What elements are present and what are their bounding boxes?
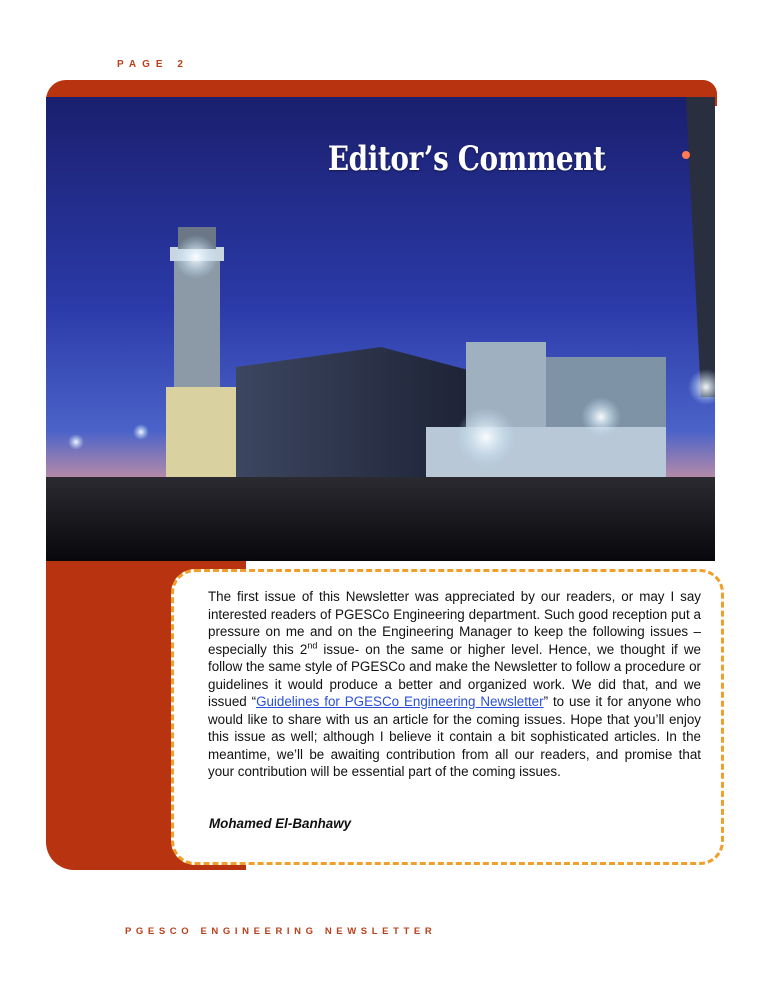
newsletter-footer: PGESCO ENGINEERING NEWSLETTER <box>125 926 437 937</box>
hero-image <box>46 97 715 561</box>
page-title: Editor’s Comment <box>327 139 606 179</box>
page-number-label: PAGE 2 <box>117 59 189 70</box>
comment-text-part3: ” to use it for anyone who would like to share with us an article for the coming issues. Hope that you’ll enjoy this issue as well; although I believe it contain a bit sophisticated articles. In the meantime, we’ll be awaiting contribution from all our readers, and promise that your contribution will be essential part of the coming issues. <box>208 694 701 779</box>
comment-paragraph <box>208 588 701 781</box>
editor-comment-text <box>208 588 701 781</box>
comment-text-part2: issue- on the same or higher level. Hence, we thought if we follow the same style of PGESCo and make the Newsletter to follow a procedure or guidelines it would produce a better and organized work. We did that, and we issued “ <box>208 641 702 709</box>
author-signature: Mohamed El-Banhawy <box>209 816 352 831</box>
comment-text-part1: The first issue of this Newsletter was appreciated by our readers, or may I say interested readers of PGESCo Engineering department. Such good reception put a pressure on me and on the Engineering Manager to keep the following issues – especially this 2 <box>208 589 701 657</box>
ordinal-superscript: nd <box>307 640 318 651</box>
guidelines-link[interactable]: Guidelines for PGESCo Engineering Newsletter <box>256 694 544 709</box>
